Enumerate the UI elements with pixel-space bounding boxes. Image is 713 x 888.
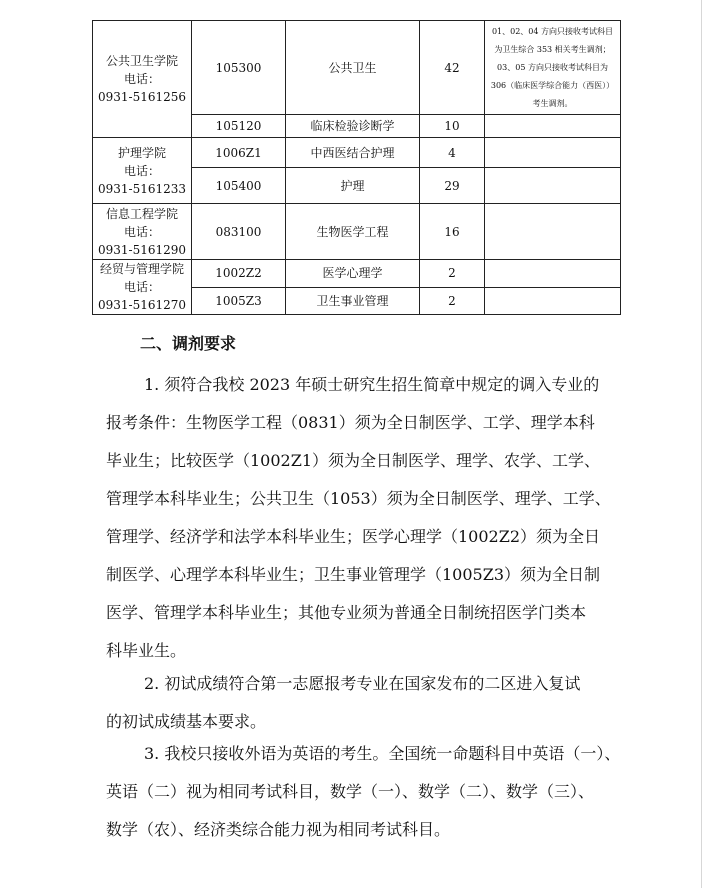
table-row [93, 204, 621, 260]
paragraph-2 [106, 665, 616, 741]
quota: 2 [420, 260, 485, 288]
college-phone: 0931-5161270 [97, 298, 187, 312]
college-phone-label: 电话： [123, 72, 160, 86]
college-name: 经贸与管理学院 [99, 262, 184, 276]
college-phone-label: 电话： [123, 280, 160, 294]
college-phone-label: 电话： [123, 163, 160, 178]
college-cell [93, 204, 192, 260]
paragraph-line: 英语（二）视为相同考试科目，数学（一）、数学（二）、数学（三）、 [106, 782, 595, 801]
college-phone: 0931-5161256 [97, 90, 187, 104]
paragraph-line: 管理学本科毕业生；公共卫生（1053）须为全日制医学、理学、工学、 [106, 489, 611, 508]
table-row [93, 138, 621, 168]
note-cell [485, 287, 621, 315]
quota: 4 [420, 138, 485, 168]
paragraph-1 [106, 366, 616, 670]
section-heading: 二、调剂要求 [140, 334, 237, 353]
note-cell [485, 21, 621, 115]
college-name: 护理学院 [117, 145, 166, 160]
paragraph-line: 的初试成绩基本要求。 [106, 712, 267, 731]
major-code: 1005Z3 [192, 287, 286, 315]
adjustment-table [92, 20, 621, 315]
paragraph-line: 医学、管理学本科毕业生；其他专业须为普通全日制统招医学门类本 [106, 603, 587, 622]
note-line: 考生调剂。 [532, 98, 573, 108]
major-code: 105120 [192, 115, 286, 138]
college-cell [93, 21, 192, 138]
college-cell [93, 138, 192, 204]
table-row [93, 260, 621, 288]
note-cell [485, 260, 621, 288]
note-line: 为卫生综合 353 相关考生调剂； [494, 44, 611, 54]
note-line: 01、02、04 方向只接收考试科目 [491, 26, 614, 36]
note-line: 306（临床医学综合能力（西医）） [490, 80, 615, 90]
note-cell [485, 168, 621, 204]
college-phone: 0931-5161290 [97, 242, 187, 257]
major-code: 1006Z1 [192, 138, 286, 168]
paragraph-line: 报考条件：生物医学工程（0831）须为全日制医学、工学、理学本科 [106, 413, 595, 432]
quota: 29 [420, 168, 485, 204]
quota: 16 [420, 204, 485, 260]
major-name: 卫生事业管理 [286, 287, 420, 315]
paragraph-line: 数学（农）、经济类综合能力视为相同考试科目。 [106, 820, 451, 839]
quota: 2 [420, 287, 485, 315]
quota: 10 [420, 115, 485, 138]
paragraph-line: 制医学、心理学本科毕业生；卫生事业管理学（1005Z3）须为全日制 [106, 565, 601, 584]
note-cell [485, 138, 621, 168]
paragraph-line: 2. 初试成绩符合第一志愿报考专业在国家发布的二区进入复试 [144, 674, 581, 693]
paragraph-line: 毕业生；比较医学（1002Z1）须为全日制医学、理学、农学、工学、 [106, 451, 601, 470]
paragraph-line: 管理学、经济学和法学本科毕业生；医学心理学（1002Z2）须为全日 [106, 527, 601, 546]
major-name: 公共卫生 [286, 21, 420, 115]
major-code: 105300 [192, 21, 286, 115]
college-phone-label: 电话： [123, 224, 160, 239]
paragraph-line: 科毕业生。 [106, 641, 187, 660]
major-code: 083100 [192, 204, 286, 260]
college-phone: 0931-5161233 [97, 181, 187, 196]
quota: 42 [420, 21, 485, 115]
major-name: 临床检验诊断学 [286, 115, 420, 138]
college-name: 信息工程学院 [105, 206, 178, 221]
major-name: 中西医结合护理 [286, 138, 420, 168]
paragraph-line: 1. 须符合我校 2023 年硕士研究生招生简章中规定的调入专业的 [144, 375, 600, 394]
college-cell [93, 260, 192, 315]
table-row [93, 21, 621, 115]
note-cell [485, 204, 621, 260]
paragraph-3 [106, 735, 621, 849]
major-name: 护理 [286, 168, 420, 204]
note-line: 03、05 方向只接收考试科目为 [497, 62, 608, 72]
paragraph-line: 3. 我校只接收外语为英语的考生。全国统一命题科目中英语（一）、 [144, 744, 621, 763]
major-name: 医学心理学 [286, 260, 420, 288]
major-name: 生物医学工程 [286, 204, 420, 260]
page-edge-line [701, 0, 702, 888]
major-code: 105400 [192, 168, 286, 204]
major-code: 1002Z2 [192, 260, 286, 288]
college-name: 公共卫生学院 [105, 54, 178, 68]
note-cell [485, 115, 621, 138]
